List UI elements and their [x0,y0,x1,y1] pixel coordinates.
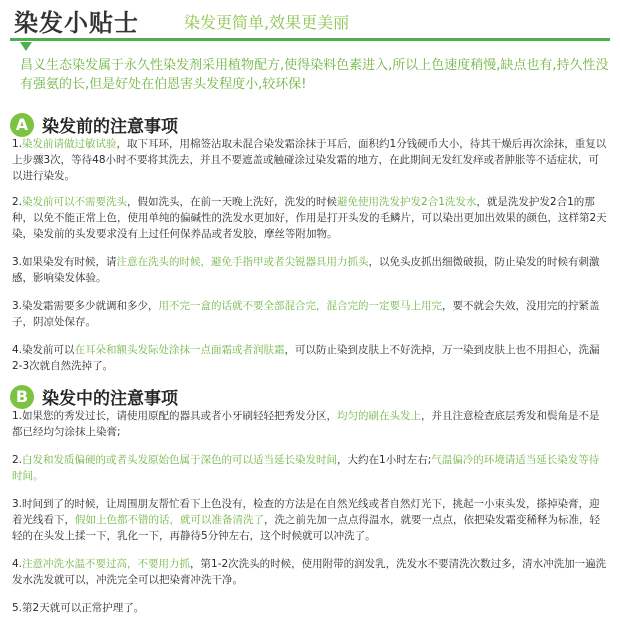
header [0,0,620,44]
section-a-item [12,254,608,286]
item-text: 染发前可以 [22,344,75,356]
badge-b-icon: B [10,385,34,409]
section-b-item [12,408,608,440]
triangle-down-icon [20,42,32,51]
highlight-text: 在耳朵和额头发际处涂抹一点面霜或者润肤霜 [74,344,285,356]
item-text: 染发霜需要多少就调和多少， [22,300,159,312]
item-text: 第2天就可以正常护理了。 [22,602,145,614]
highlight-text: 均匀的刷在头发上 [337,410,422,422]
item-number: 3. [12,256,23,268]
highlight-text: 注意在洗头的时候，避免手指甲或者尖锐器具用力抓头 [116,256,369,268]
highlight-text: 白发和发质偏硬的或者头发原始色属于深色的可以适当延长染发时间 [22,454,338,466]
item-text: ，可以防止染到皮肤上不好洗掉，万一染到皮肤上也不用担心，洗漏2-3次就自然洗掉了。 [12,344,600,372]
section-b-item [12,496,608,544]
section-a-item [12,298,608,330]
item-text: ，要不就会失效，没用完的拧紧盖子，阴凉处保存。 [12,300,600,328]
header-rule [10,38,610,41]
section-a-item [12,136,608,184]
section-b-title: 染发中的注意事项 [42,389,178,409]
item-text: ，假如洗头，在前一天晚上洗好，洗发的时候 [127,196,338,208]
item-text: 时间到了的时候，让周围朋友帮忙看下上色没有，检查的方法是在自然光线或者自然灯光下，挑起一小束头发，搽掉染膏，迎着光线看下， [12,498,600,526]
item-number: 2. [12,454,23,466]
item-number: 4. [12,344,23,356]
section-b-item [12,556,608,588]
item-number: 5. [12,602,23,614]
intro-text: 昌义生态染发属于永久性染发剂采用植物配方,使得染料色素进入,所以上色速度稍慢,缺点也有,持久性没有强氨的长,但是好处在伯恩害头发程度小,较环保! [20,58,609,92]
section-b-item [12,600,608,616]
section-a-header [10,112,178,137]
item-number: 4. [12,558,23,570]
item-text: 如果染发有时候，请 [22,256,117,268]
item-text: ，第1-2次洗头的时候，使用附带的润发乳，洗发水不要清洗次数过多，清水冲洗加一遍洗发水洗发就可以，冲洗完全可以把染膏冲洗干净。 [12,558,607,586]
item-text: ，以免头皮抓出细微破损，防止染发的时候有刺激感，影响染发体验。 [12,256,600,284]
highlight-text: 避免使用洗发护发2合1洗发水 [337,196,477,208]
item-number: 3. [12,300,23,312]
item-number: 1. [12,410,23,422]
item-number: 2. [12,196,23,208]
section-a-title: 染发前的注意事项 [42,117,178,137]
section-a-item [12,342,608,374]
page-title: 染发小贴士 [14,9,139,37]
item-text: ，取下耳环，用棉签沾取未混合染发霜涂抹于耳后，面积约1分钱硬币大小，待其干燥后再次涂抹，重复以上步骤3次，等待48小时不要将其洗去，并且不要遮盖或触碰涂过染发霜的地方，在此期间无发红发痒或者肿胀等不适症状，可以进行染发。 [12,138,607,182]
item-text: ，洗之前先加一点点得温水，就要一点点，依把染发霜变稀释为标准，轻轻的在头发上揉一下，乳化一下，再静待5分钟左右，这个时候就可以冲洗了。 [12,514,600,542]
item-text: ，就是洗发护发2合1的那种，以免不能正常上色，使用单纯的偏碱性的洗发水更加好，作用是打开头发的毛鳞片，可以染出更加出效果的颜色，这样第2天染，染发前的头发要求没有上过任何保养品或者发胶，摩丝等附加物。 [12,196,607,240]
slogan: 染发更简单,效果更美丽 [184,13,350,32]
highlight-text: 假如上色都不错的话，就可以准备清洗了 [75,514,264,526]
badge-a-icon: A [10,113,34,137]
highlight-text: 注意冲洗水温不要过高，不要用力抓 [22,558,191,570]
item-text: 如果您的秀发过长，请使用原配的器具或者小牙刷轻轻把秀发分区， [22,410,338,422]
section-b-header [10,384,178,409]
highlight-text: 染发前可以不需要洗头 [22,196,128,208]
item-text: ，并且注意检查底层秀发和鬓角是不是都已经均匀涂抹上染膏; [12,410,600,438]
item-number: 1. [12,138,23,150]
section-b-item [12,452,608,484]
highlight-text: 气温偏冷的环境请适当延长染发等待时间。 [12,454,600,482]
section-a-item [12,194,608,242]
item-text: ，大约在1小时左右; [337,454,432,466]
highlight-text: 用不完一盒的话就不要全部混合完，混合完的一定要马上用完 [158,300,443,312]
highlight-text: 染发前请做过敏试验 [22,138,117,150]
item-number: 3. [12,498,23,510]
